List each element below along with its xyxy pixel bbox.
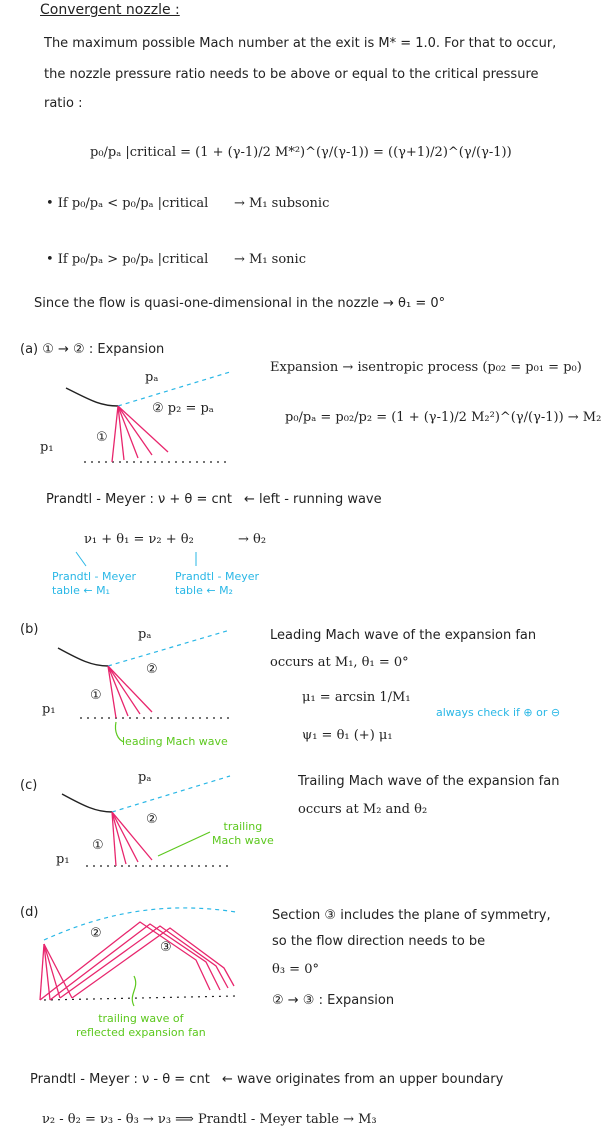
critical-pressure-equation: p₀/pₐ |critical = (1 + (γ-1)/2 M*²)^(γ/(γ-1)) = ((γ+1)/2)^(γ/(γ-1)) [90, 145, 512, 160]
part-a-left-running-note: ← left - running wave [244, 492, 382, 507]
part-d-reflected-fan-diagram [40, 908, 236, 1006]
part-c-heading: (c) [20, 778, 38, 793]
part-b-pa-label: pₐ [138, 627, 152, 642]
part-c-p1-label: p₁ [56, 852, 70, 867]
part-c-region-2-label: ② [146, 812, 158, 827]
part-d-theta3-equation: θ₃ = 0° [272, 962, 319, 977]
part-b-region-1-label: ① [90, 688, 102, 703]
part-d-description-line-2: so the flow direction needs to be [272, 934, 486, 949]
section-title: Convergent nozzle : [40, 2, 180, 18]
intro-line-2: the nozzle pressure ratio needs to be above or equal to the critical pressure [44, 67, 539, 82]
part-b-p1-label: p₁ [42, 702, 56, 717]
part-b-description-line-2: occurs at M₁, θ₁ = 0° [270, 655, 409, 670]
part-a-mach-equation: p₀/pₐ = p₀₂/p₂ = (1 + (γ-1)/2 M₂²)^(γ/(γ-1)) → M₂ [285, 410, 602, 425]
final-prandtl-meyer-relation: Prandtl - Meyer : ν - θ = cnt [30, 1072, 210, 1087]
part-d-expansion-note: ② → ③ : Expansion [272, 993, 395, 1008]
part-b-heading: (b) [20, 622, 39, 637]
part-a-region-2-label: ② p₂ = pₐ [152, 401, 214, 416]
part-a-pa-label: pₐ [145, 370, 159, 385]
part-c-pa-label: pₐ [138, 770, 152, 785]
part-b-expansion-diagram [58, 630, 230, 742]
part-b-region-2-label: ② [146, 662, 158, 677]
part-c-description-line-2: occurs at M₂ and θ₂ [298, 802, 428, 817]
bullet-subsonic-condition: • If p₀/pₐ < p₀/pₐ |critical [46, 196, 209, 211]
part-a-expansion-diagram [66, 372, 230, 462]
final-upper-boundary-note: ← wave originates from an upper boundary [222, 1072, 504, 1087]
part-a-pm-equation: ν₁ + θ₁ = ν₂ + θ₂ [84, 532, 194, 547]
bullet-sonic-result: → M₁ sonic [234, 252, 306, 267]
bullet-sonic-condition: • If p₀/pₐ > p₀/pₐ |critical [46, 252, 209, 267]
part-c-trailing-mach-wave-label: trailing Mach wave [212, 820, 274, 847]
intro-line-3: ratio : [44, 96, 83, 111]
bullet-subsonic-result: → M₁ subsonic [234, 196, 330, 211]
part-a-table-arrows [76, 552, 196, 566]
part-a-pm-table-m2: Prandtl - Meyer table ← M₂ [175, 570, 260, 597]
part-a-theta2-result: → θ₂ [238, 532, 267, 547]
part-d-region-3-label: ③ [160, 940, 172, 955]
part-b-leading-mach-wave-label: leading Mach wave [122, 735, 228, 748]
part-a-region-1-label: ① [96, 430, 108, 445]
final-equation: ν₂ - θ₂ = ν₃ - θ₃ → ν₃ ⟹ Prandtl - Meyer table → M₃ [42, 1112, 377, 1127]
part-d-description-line-1: Section ③ includes the plane of symmetry, [272, 908, 551, 923]
quasi-one-dimensional-note: Since the flow is quasi-one-dimensional in the nozzle → θ₁ = 0° [34, 296, 446, 311]
part-a-pm-table-m1: Prandtl - Meyer table ← M₁ [52, 570, 137, 597]
part-c-expansion-diagram [62, 776, 230, 866]
part-d-heading: (d) [20, 905, 39, 920]
intro-line-1: The maximum possible Mach number at the exit is M* = 1.0. For that to occur, [44, 36, 557, 51]
part-b-sign-check-note: always check if ⊕ or ⊖ [436, 706, 561, 719]
part-a-p1-label: p₁ [40, 440, 54, 455]
part-b-description-line-1: Leading Mach wave of the expansion fan [270, 628, 537, 643]
part-d-reflected-fan-label: trailing wave of reflected expansion fan [76, 1012, 206, 1039]
part-a-isentropic-note: Expansion → isentropic process (p₀₂ = p₀₁ = p₀) [270, 360, 582, 375]
part-d-region-2-label: ② [90, 926, 102, 941]
part-b-psi-equation: ψ₁ = θ₁ (+) μ₁ [302, 728, 393, 743]
part-a-heading: (a) ① → ② : Expansion [20, 342, 165, 357]
part-c-description-line-1: Trailing Mach wave of the expansion fan [298, 774, 560, 789]
part-b-mu-equation: μ₁ = arcsin 1/M₁ [302, 690, 411, 705]
part-a-prandtl-meyer-relation: Prandtl - Meyer : ν + θ = cnt [46, 492, 232, 507]
part-c-region-1-label: ① [92, 838, 104, 853]
